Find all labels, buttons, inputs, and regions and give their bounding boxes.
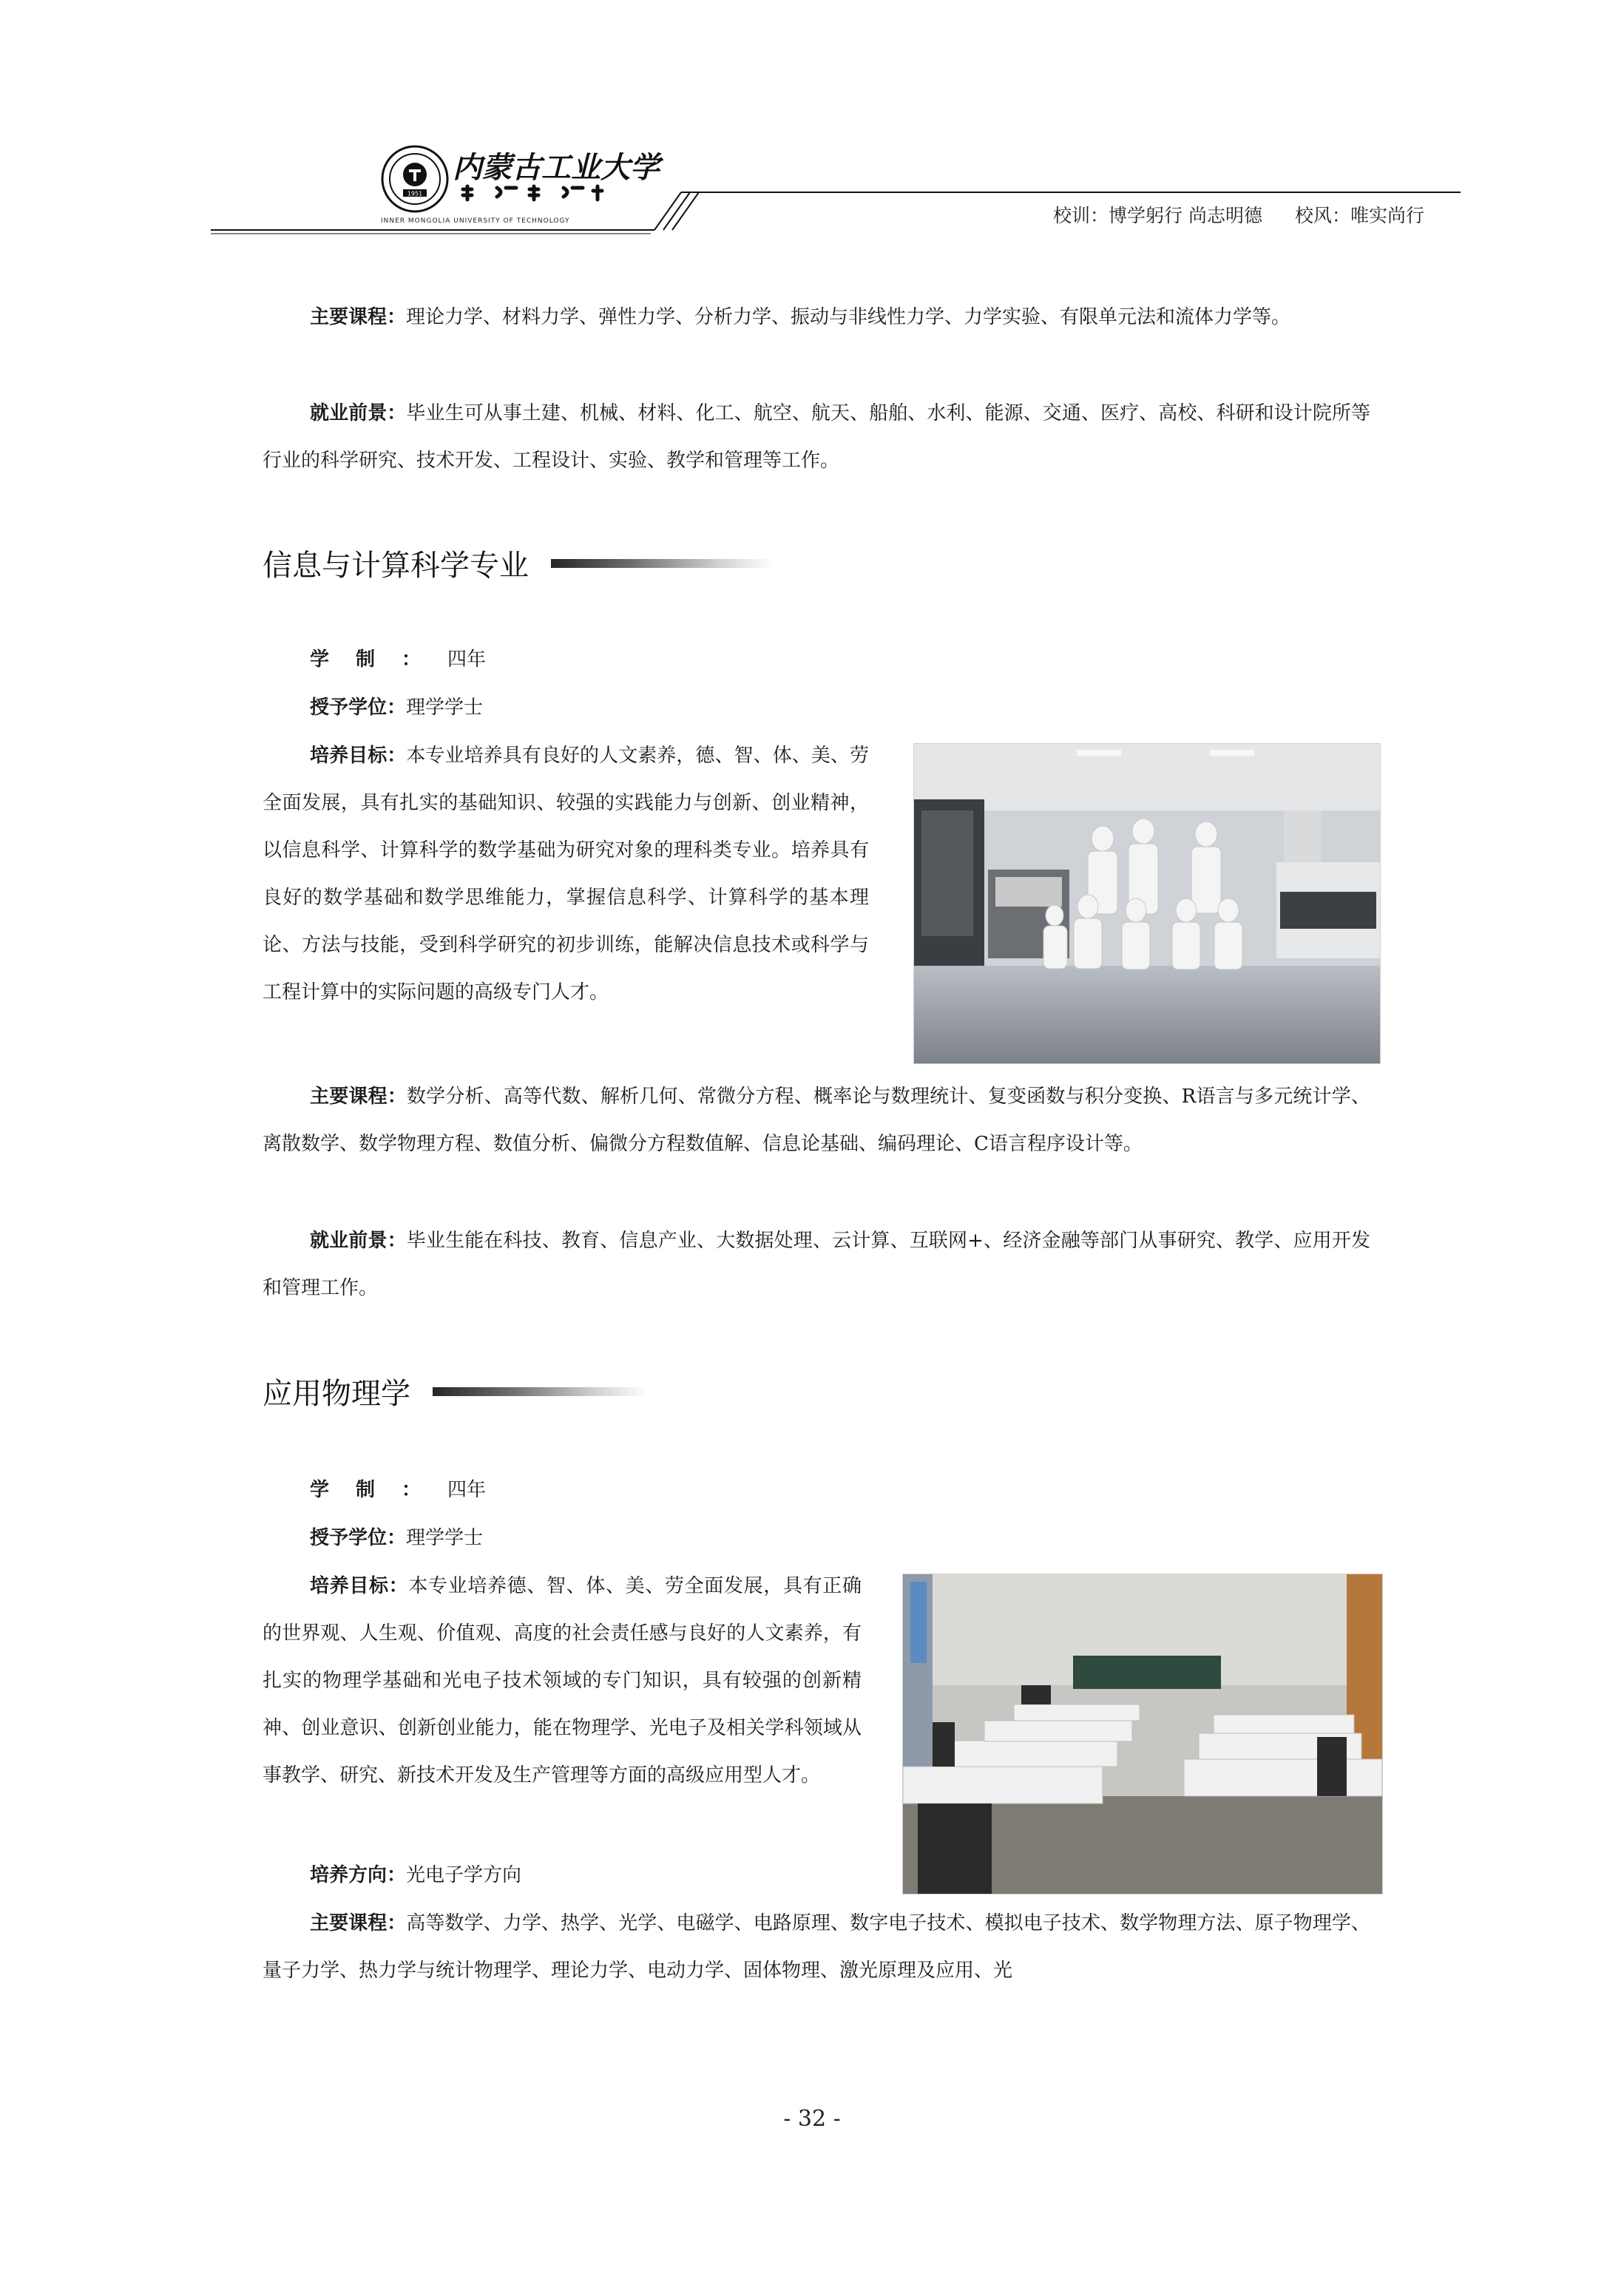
degree-value: 理学学士 [406,697,484,719]
duration-row [263,636,1370,683]
goal-label: 培养目标： [310,745,407,767]
degree-label: 授予学位： [310,1527,407,1549]
courses-paragraph [263,1073,1370,1168]
courses-text: 数学分析、高等代数、解析几何、常微分方程、概率论与数理统计、复变函数与积分变换、R语言与多元统计学、离散数学、数学物理方程、数值分析、偏微分方程数值解、信息论基础、编码理论、C语言程序设计等。 [263,1086,1370,1155]
courses-text: 理论力学、材料力学、弹性力学、分析力学、振动与非线性力学、力学实验、有限单元法和流体力学等。 [406,306,1291,328]
motto-line [1053,201,1424,228]
section-heading [263,542,773,584]
courses-label: 主要课程： [310,1086,407,1108]
direction-value: 光电子学方向 [406,1864,522,1886]
duration-row [263,1466,1370,1514]
employment-text: 毕业生可从事土建、机械、材料、化工、航空、航天、船舶、水利、能源、交通、医疗、高校、科研和设计院所等行业的科学研究、技术开发、工程设计、实验、教学和管理等工作。 [263,402,1370,472]
section-title: 应用物理学 [263,1377,410,1411]
section-heading [263,1370,647,1412]
duration-label: 学制： [310,1479,448,1501]
university-name-cn: 内蒙古工业大学 [453,150,660,185]
direction-label: 培养方向： [310,1864,407,1886]
goal-text: 本专业培养德、智、体、美、劳全面发展，具有正确的世界观、人生观、价值观、高度的社会责任感与良好的人文素养，有扎实的物理学基础和光电子技术领域的专门知识，具有较强的创新精神、创业意识、创新创业能力，能在物理学、光电子及相关学科领域从事教学、研究、新技术开发及生产管理等方面的高级应用型人才。 [263,1575,862,1787]
employment-paragraph [263,1217,1370,1312]
heading-gradient-bar [433,1387,647,1396]
founded-year: 1951 [407,190,423,197]
university-name-en: INNER MONGOLIA UNIVERSITY OF TECHNOLOGY [381,217,570,225]
intro-courses-paragraph [263,294,1370,341]
degree-label: 授予学位： [310,697,407,719]
duration-value: 四年 [447,649,487,671]
page-number: - 32 - [783,2106,841,2132]
employment-label: 就业前景： [310,402,407,424]
heading-gradient-bar [551,559,773,568]
employment-label: 就业前景： [310,1230,407,1252]
goal-paragraph [263,1562,862,1799]
courses-label: 主要课程： [310,1912,407,1934]
employment-text: 毕业生能在科技、教育、信息产业、大数据处理、云计算、互联网+、经济金融等部门从事研究、教学、应用开发和管理工作。 [263,1230,1370,1299]
degree-value: 理学学士 [406,1527,484,1549]
courses-paragraph [263,1900,1370,1994]
university-style: 校风：唯实尚行 [1294,205,1424,226]
goal-label: 培养目标： [310,1575,409,1597]
section-title: 信息与计算科学专业 [263,549,529,583]
goal-paragraph [263,732,869,1016]
degree-row [263,684,1370,731]
intro-employment-paragraph [263,390,1370,484]
cleanroom-lab-photo [913,743,1381,1064]
courses-label: 主要课程： [310,306,407,328]
courses-text: 高等数学、力学、热学、光学、电磁学、电路原理、数字电子技术、模拟电子技术、数学物理方法、原子物理学、量子力学、热力学与统计物理学、理论力学、电动力学、固体物理、激光原理及应用、光 [263,1912,1370,1982]
degree-row [263,1514,1370,1562]
direction-row [263,1852,1370,1899]
university-motto: 校训：博学躬行 尚志明德 [1053,205,1262,226]
physics-lab-photo [902,1574,1383,1894]
duration-value: 四年 [447,1479,487,1501]
goal-text: 本专业培养具有良好的人文素养，德、智、体、美、劳全面发展，具有扎实的基础知识、较强的实践能力与创新、创业精神，以信息科学、计算科学的数学基础为研究对象的理科类专业。培养具有良好的数学基础和数学思维能力，掌握信息科学、计算科学的基本理论、方法与技能，受到科学研究的初步训练，能解决信息技术或科学与工程计算中的实际问题的高级专门人才。 [263,745,869,1003]
duration-label: 学制： [310,649,448,671]
